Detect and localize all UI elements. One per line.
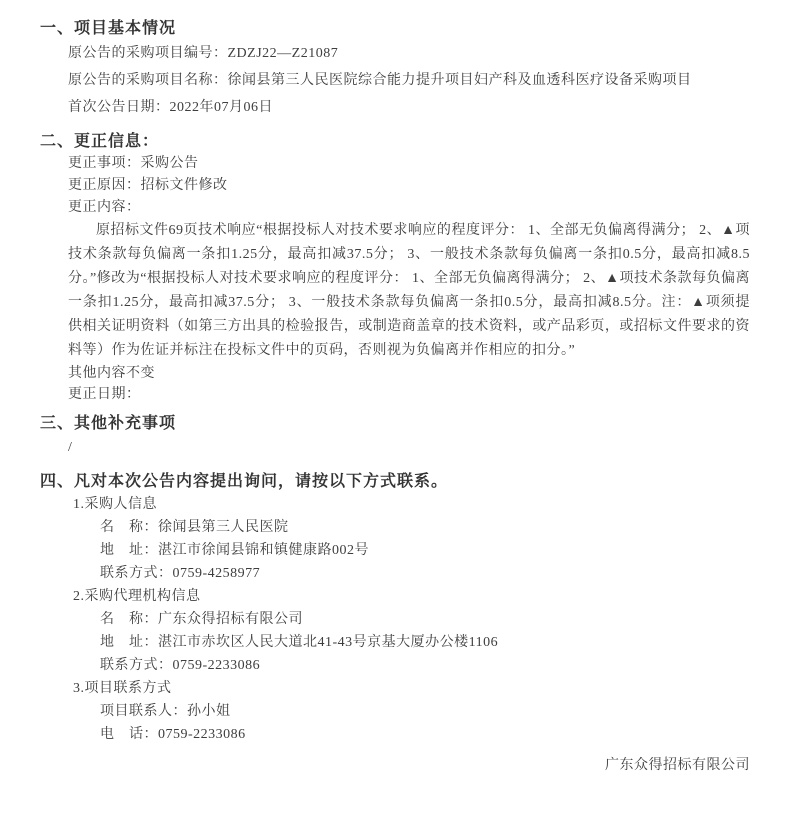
agency-heading: 2.采购代理机构信息 (73, 589, 201, 604)
supplement-content: / (68, 440, 73, 455)
correction-item-line: 更正事项：采购公告 (68, 156, 199, 171)
purchaser-address-line: 地 址：湛江市徐闻县锦和镇健康路002号 (100, 543, 369, 558)
agency-signature: 广东众得招标有限公司 (605, 758, 750, 773)
correction-reason-line: 更正原因：招标文件修改 (68, 178, 228, 193)
correction-content-paragraph: 原招标文件69页技术响应“根据投标人对技术要求响应的程度评分： 1、全部无负偏离得满分； 2、▲项技术条款每负偏离一条扣1.25分，最高扣减37.5分； 3、一般技术条款每负偏离一条扣0.5分，最高扣减8.5分。”修改为“根据投标人对技术要求响应的程度评分： 1、全部无负偏离得满分； 2、▲项技术条款每负偏离一条扣1.25分，最高扣减37.5分； 3、一般技术条款每负偏离一条扣0.5分，最高扣减8.5分。注：▲项须提供相关证明资料（如第三方出具的检验报告，或制造商盖章的技术资料，或产品彩页，或招标文件要求的资料等）作为佐证并标注在投标文件中的页码，否则视为负偏离并作相应的扣分。” (68, 223, 750, 358)
correction-content-label: 更正内容： (68, 200, 141, 215)
purchaser-heading: 1.采购人信息 (73, 497, 157, 512)
other-unchanged-line: 其他内容不变 (68, 366, 155, 381)
purchaser-name-line: 名 称：徐闻县第三人民医院 (100, 520, 289, 535)
section-basic-title: 一、项目基本情况 (40, 20, 177, 37)
project-code-line: 原公告的采购项目编号：ZDZJ22—Z21087 (68, 46, 339, 61)
section-contact-title: 四、凡对本次公告内容提出询问，请按以下方式联系。 (40, 473, 449, 490)
agency-name-line: 名 称：广东众得招标有限公司 (100, 612, 303, 627)
first-announce-date-line: 首次公告日期：2022年07月06日 (68, 100, 273, 115)
agency-address-line: 地 址：湛江市赤坎区人民大道北41-43号京基大厦办公楼1106 (100, 635, 499, 650)
correction-date-label: 更正日期： (68, 387, 141, 402)
purchaser-contact-line: 联系方式：0759-4258977 (100, 566, 261, 581)
project-contact-phone-line: 电 话：0759-2233086 (100, 727, 246, 742)
section-correction-title: 二、更正信息： (40, 133, 160, 150)
agency-contact-line: 联系方式：0759-2233086 (100, 658, 261, 673)
section-supplement-title: 三、其他补充事项 (40, 415, 177, 432)
project-contact-person-line: 项目联系人：孙小姐 (100, 704, 231, 719)
project-name-line: 原公告的采购项目名称：徐闻县第三人民医院综合能力提升项目妇产科及血透科医疗设备采购项目 (68, 73, 692, 88)
project-contact-heading: 3.项目联系方式 (73, 681, 172, 696)
